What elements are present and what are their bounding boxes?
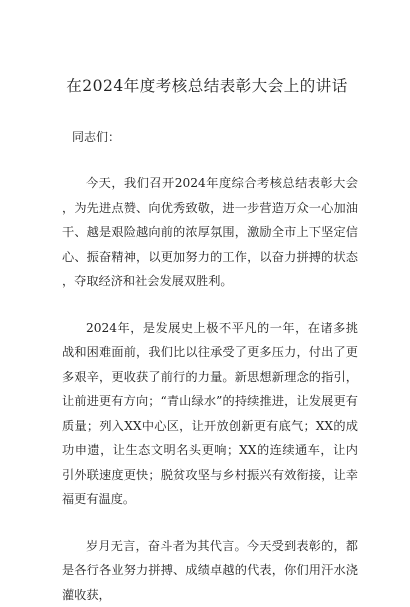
paragraph-2: 2024年，是发展史上极不平凡的一年，在诸多挑战和困难面前，我们比以往承受了更多压力，付出了更多艰辛，更收获了前行的力量。新思想新理念的指引，让前进更有方向；“青山绿水”的持续推进，让发展更有质量；列入XX中心区，让开放创新更有底气；XX的成功申遗，让生态文明名头更响；XX的连续通车，让内引外联速度更快；脱贫攻坚与乡村振兴有效衔接，让幸福更有温度。: [62, 316, 358, 512]
document-title: 在2024年度考核总结表彰大会上的讲话: [56, 74, 358, 96]
salutation: 同志们：: [72, 128, 358, 145]
paragraph-3: 岁月无言，奋斗者为其代言。今天受到表彰的，都是各行各业努力拼搏、成绩卓越的代表，你们用汗水浇灌收获，: [62, 534, 358, 607]
paragraph-1: 今天，我们召开2024年度综合考核总结表彰大会，为先进点赞、向优秀致敬，进一步营造万众一心加油干、越是艰险越向前的浓厚氛围，激励全市上下坚定信心、振奋精神，以更加努力的工作，以奋力拼搏的状态，夺取经济和社会发展双胜利。: [62, 171, 358, 294]
